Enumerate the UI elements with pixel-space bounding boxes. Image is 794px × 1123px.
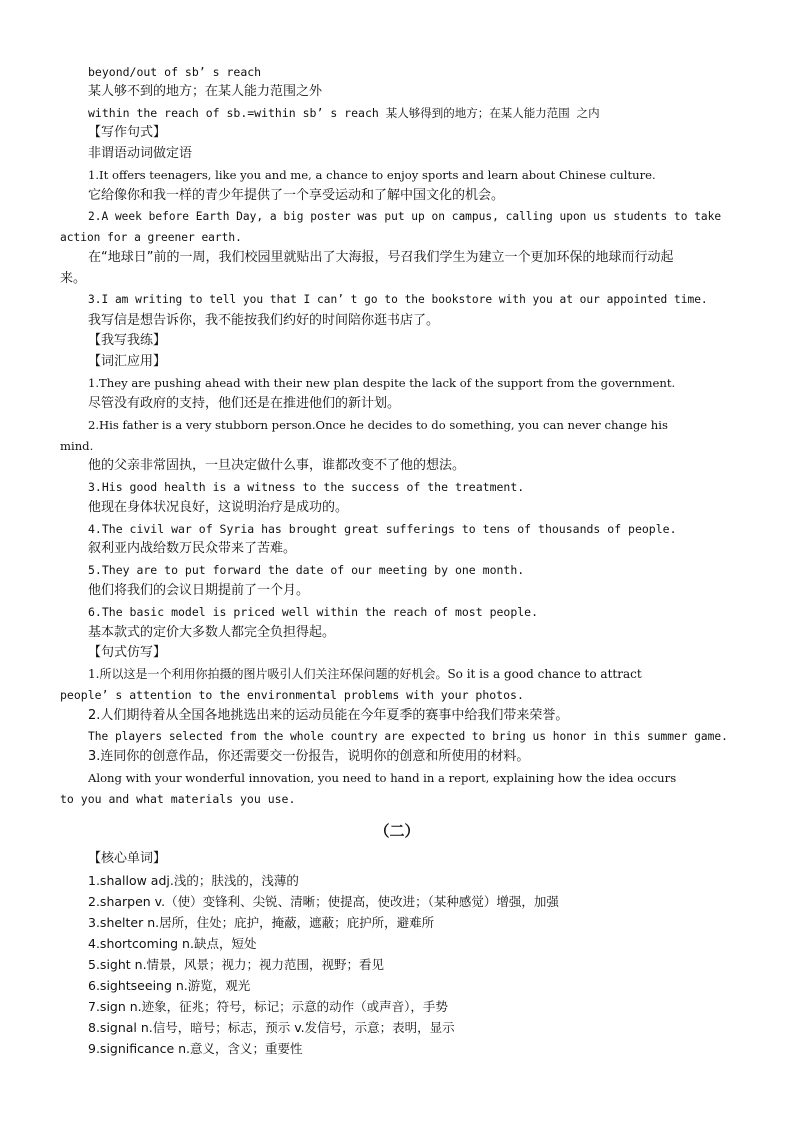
core-word-item: 8.signal n.信号，暗号；标志，预示 v.发信号，示意；表明，显示 bbox=[88, 1020, 455, 1035]
core-word-item: 7.sign n.迹象，征兆；符号，标记；示意的动作（或声音），手势 bbox=[88, 999, 448, 1014]
vocab-sentence-1-cn: 尽管没有政府的支持，他们还是在推进他们的新计划。 bbox=[88, 396, 401, 411]
imitation-sentence-2-cn: 2.人们期待着从全国各地挑选出来的运动员能在今年夏季的赛事中给我们带来荣誉。 bbox=[88, 708, 569, 723]
imitation-header: 【句式仿写】 bbox=[88, 645, 167, 660]
core-word-item: 5.sight n.情景，风景；视力；视力范围，视野；看见 bbox=[88, 957, 385, 972]
vocab-sentence-4-cn: 叙利亚内战给数万民众带来了苦难。 bbox=[88, 541, 297, 556]
vocab-sentence-2-en-a: 2.His father is a very stubborn person.Once he decides to do something, you can never change his bbox=[88, 418, 668, 432]
writing-sentence-1-en: 1.It offers teenagers, like you and me, a chance to enjoy sports and learn about Chinese culture. bbox=[88, 168, 656, 182]
imitation-sentence-3-en-b: to you and what materials you use. bbox=[60, 792, 296, 806]
core-word-item: 2.sharpen v.（使）变锋利、尖锐、清晰；使提高，使改进；（某种感觉）增强，加强 bbox=[88, 894, 559, 909]
writing-header: 【写作句式】 bbox=[88, 125, 167, 140]
imitation-sentence-1-a: 1.所以这是一个利用你拍摄的图片吸引人们关注环保问题的好机会。So it is a good chance to attract bbox=[88, 667, 642, 681]
writing-sentence-2-en-a: 2.A week before Earth Day, a big poster was put up on campus, calling upon us students to take bbox=[88, 210, 722, 223]
vocab-sentence-5-cn: 他们将我们的会议日期提前了一个月。 bbox=[88, 583, 310, 598]
core-word-item: 4.shortcoming n.缺点，短处 bbox=[88, 936, 257, 951]
writing-sentence-2-cn-b: 来。 bbox=[60, 271, 87, 286]
vocab-sentence-1-en: 1.They are pushing ahead with their new plan despite the lack of the support from the government. bbox=[88, 376, 676, 390]
writing-sentence-2-cn-a: 在“地球日”前的一周，我们校园里就贴出了大海报，号召我们学生为建立一个更加环保的地球而行动起 bbox=[88, 250, 674, 265]
core-words-header: 【核心单词】 bbox=[88, 851, 167, 866]
core-word-item: 3.shelter n.居所，住处；庇护，掩蔽，遮蔽；庇护所，避难所 bbox=[88, 915, 435, 930]
vocab-sentence-6-cn: 基本款式的定价大多数人都完全负担得起。 bbox=[88, 625, 336, 640]
practice-header: 【我写我练】 bbox=[88, 333, 167, 348]
vocab-sentence-3-cn: 他现在身体状况良好，这说明治疗是成功的。 bbox=[88, 500, 349, 515]
core-word-item: 6.sightseeing n.游览，观光 bbox=[88, 978, 251, 993]
imitation-sentence-1-b: people’ s attention to the environmental problems with your photos. bbox=[60, 688, 524, 702]
phrase-beyond-reach: beyond/out of sb’ s reach bbox=[88, 65, 262, 79]
vocab-sentence-3-en: 3.His good health is a witness to the success of the treatment. bbox=[88, 480, 525, 494]
writing-sentence-3-cn: 我写信是想告诉你，我不能按我们约好的时间陪你逛书店了。 bbox=[88, 313, 440, 328]
vocab-sentence-5-en: 5.They are to put forward the date of our meeting by one month. bbox=[88, 563, 525, 577]
section-title-two: （二） bbox=[374, 822, 420, 840]
core-word-item: 1.shallow adj.浅的；肤浅的，浅薄的 bbox=[88, 873, 299, 888]
writing-sentence-2-en-b: action for a greener earth. bbox=[60, 231, 242, 244]
vocab-sentence-6-en: 6.The basic model is priced well within the reach of most people. bbox=[88, 605, 539, 619]
writing-sentence-1-cn: 它给像你和我一样的青少年提供了一个享受运动和了解中国文化的机会。 bbox=[88, 188, 505, 203]
writing-sentence-3-en: 3.I am writing to tell you that I can’ t go to the bookstore with you at our appointed time. bbox=[88, 293, 708, 306]
phrase-beyond-reach-cn: 某人够不到的地方；在某人能力范围之外 bbox=[88, 84, 323, 99]
imitation-sentence-2-en: The players selected from the whole country are expected to bring us honor in this summer game. bbox=[88, 730, 728, 743]
vocab-sentence-4-en: 4.The civil war of Syria has brought great sufferings to tens of thousands of people. bbox=[88, 522, 677, 536]
vocab-application-header: 【词汇应用】 bbox=[88, 354, 167, 369]
imitation-sentence-3-cn: 3.连同你的创意作品，你还需要交一份报告，说明你的创意和所使用的材料。 bbox=[88, 749, 530, 764]
core-word-item: 9.significance n.意义，含义；重要性 bbox=[88, 1041, 303, 1056]
vocab-sentence-2-en-b: mind. bbox=[60, 439, 94, 453]
imitation-sentence-3-en-a: Along with your wonderful innovation, you need to hand in a report, explaining how the idea occurs bbox=[88, 771, 677, 785]
phrase-within-reach: within the reach of sb.=within sb’ s reach 某人够得到的地方；在某人能力范围 之内 bbox=[88, 106, 600, 120]
writing-subheader: 非谓语动词做定语 bbox=[88, 146, 193, 161]
vocab-sentence-2-cn: 他的父亲非常固执，一旦决定做什么事，谁都改变不了他的想法。 bbox=[88, 458, 466, 473]
